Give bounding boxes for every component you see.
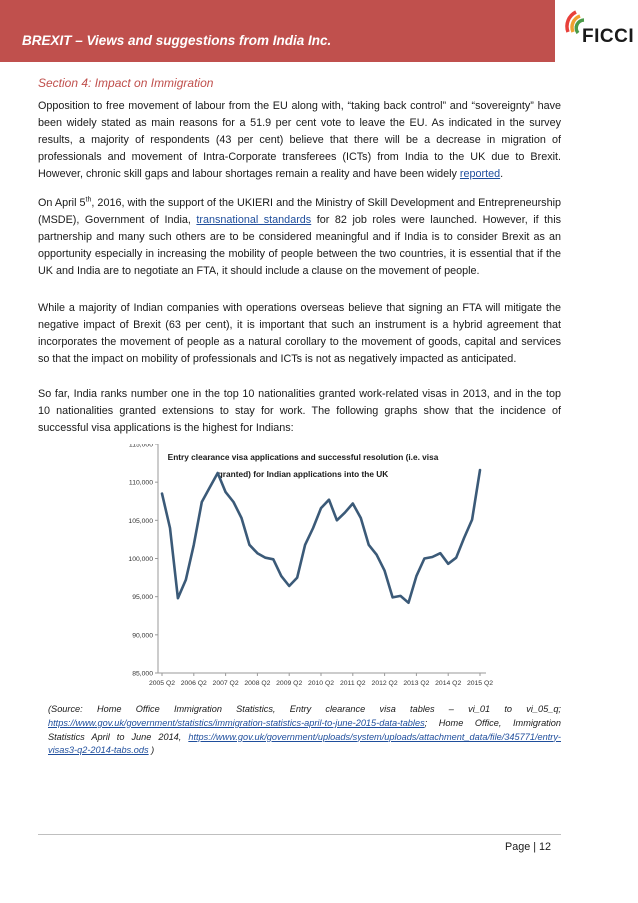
paragraph-text-end: for 82 job roles were launched. However, if this partnership and many such others are to be considered meaningful and if India is to consider Brexit as an opportunity especially in increasing the mobility of people between the two countries, it is essential that if the UK and India are to negotiate an FTA, it should include a clause on the movement of people.	[38, 214, 561, 277]
visa-line-chart	[108, 444, 498, 694]
page-number: Page | 12	[505, 841, 552, 853]
source-text-mid: ; Home Office, Immigration Statistics April to June 2014,	[48, 717, 561, 742]
source-link-2014[interactable]: https://www.gov.uk/government/uploads/system/uploads/attachment_data/file/345771/entry-visas3-q2-2014-tabs.ods	[48, 731, 561, 756]
paragraph-ukieri-standards	[38, 195, 561, 280]
y-tick-label: 90,000	[132, 632, 153, 640]
x-tick-label: 2014 Q2	[435, 680, 462, 687]
paragraph-text-mid: , 2016, with the support of the UKIERI and the Ministry of Skill Development and Entrepreneurship (MSDE), Government of India,	[38, 197, 561, 226]
section-title: Section 4: Impact on Immigration	[38, 76, 214, 90]
source-text: (Source: Home Office Immigration Statistics, Entry clearance visa tables – vi_01 to vi_05_q;	[48, 704, 561, 714]
x-tick-label: 2015 Q2	[466, 680, 494, 687]
x-axis-ticks	[149, 673, 493, 687]
source-citation	[48, 703, 561, 758]
y-tick-label: 105,000	[128, 517, 153, 525]
paragraph-visa-rankings: So far, India ranks number one in the top 10 nationalities granted work-related visas in 2013, and in the top 10 nationalities granted extensions to stay for work. The following graphs show that the incidence of successful visa applications is the highest for Indians:	[38, 388, 561, 434]
y-axis-ticks	[128, 444, 158, 678]
paragraph-tail: .	[500, 168, 504, 180]
x-tick-label: 2008 Q2	[244, 680, 271, 687]
y-tick-label: 110,000	[128, 479, 153, 487]
paragraph-text-start: On April 5	[38, 197, 86, 209]
paragraph-migration-opposition	[38, 98, 561, 183]
x-tick-label: 2009 Q2	[276, 680, 303, 687]
footer-divider	[38, 834, 561, 835]
y-tick-label: 85,000	[132, 670, 153, 678]
x-tick-label: 2013 Q2	[403, 680, 430, 687]
reported-link[interactable]: reported	[459, 168, 501, 180]
logo-text: FICCI	[582, 26, 635, 47]
document-title: BREXIT – Views and suggestions from India Inc.	[22, 33, 332, 48]
ordinal-suffix: th	[85, 196, 92, 204]
x-tick-label: 2011 Q2	[340, 680, 366, 687]
paragraph-fta-impact: While a majority of Indian companies with operations overseas believe that signing an FTA will mitigate the negative impact of Brexit (63 per cent), it is important that such an instrument is a hybrid agreement that incorporates the movement of people as a natural corollary to the movement of goods, capital and services so that the impact on mobility of professionals and ICTs is not as negatively impacted as anticipated.	[38, 302, 561, 365]
chart-title-line-1: Entry clearance visa applications and successful resolution (i.e. visa	[167, 452, 439, 462]
x-tick-label: 2006 Q2	[180, 680, 207, 687]
chart-svg	[108, 444, 498, 694]
y-tick-label: 115,000	[128, 444, 153, 449]
y-tick-label: 95,000	[132, 594, 153, 602]
source-text-end: )	[148, 745, 155, 756]
series-line-india-visas	[162, 470, 480, 603]
source-link-2015[interactable]: https://www.gov.uk/government/statistics/immigration-statistics-april-to-june-2015-data-tables	[48, 717, 425, 728]
x-tick-label: 2012 Q2	[371, 680, 398, 687]
transnational-standards-link[interactable]: transnational standards	[196, 214, 312, 226]
x-tick-label: 2005 Q2	[148, 680, 176, 687]
chart-title-line-2: granted) for Indian applications into the UK	[217, 469, 389, 479]
header-band	[0, 0, 555, 62]
x-tick-label: 2010 Q2	[307, 680, 335, 687]
ficci-logo	[562, 6, 638, 56]
x-tick-label: 2007 Q2	[212, 680, 239, 687]
paragraph-text: Opposition to free movement of labour from the EU along with, “taking back control” and “sovereignty” have been widely stated as main reasons for a 51.9 per cent vote to leave the EU. As indicated in the survey results, a majority of respondents (43 per cent) believe that there will be a decrease in migration of professionals and movement of Intra-Corporate transferees (ICTs) from India to the UK due to Brexit. However, chronic skill gaps and labour shortages remain a reality and have been widely	[38, 100, 561, 180]
y-tick-label: 100,000	[128, 556, 153, 563]
